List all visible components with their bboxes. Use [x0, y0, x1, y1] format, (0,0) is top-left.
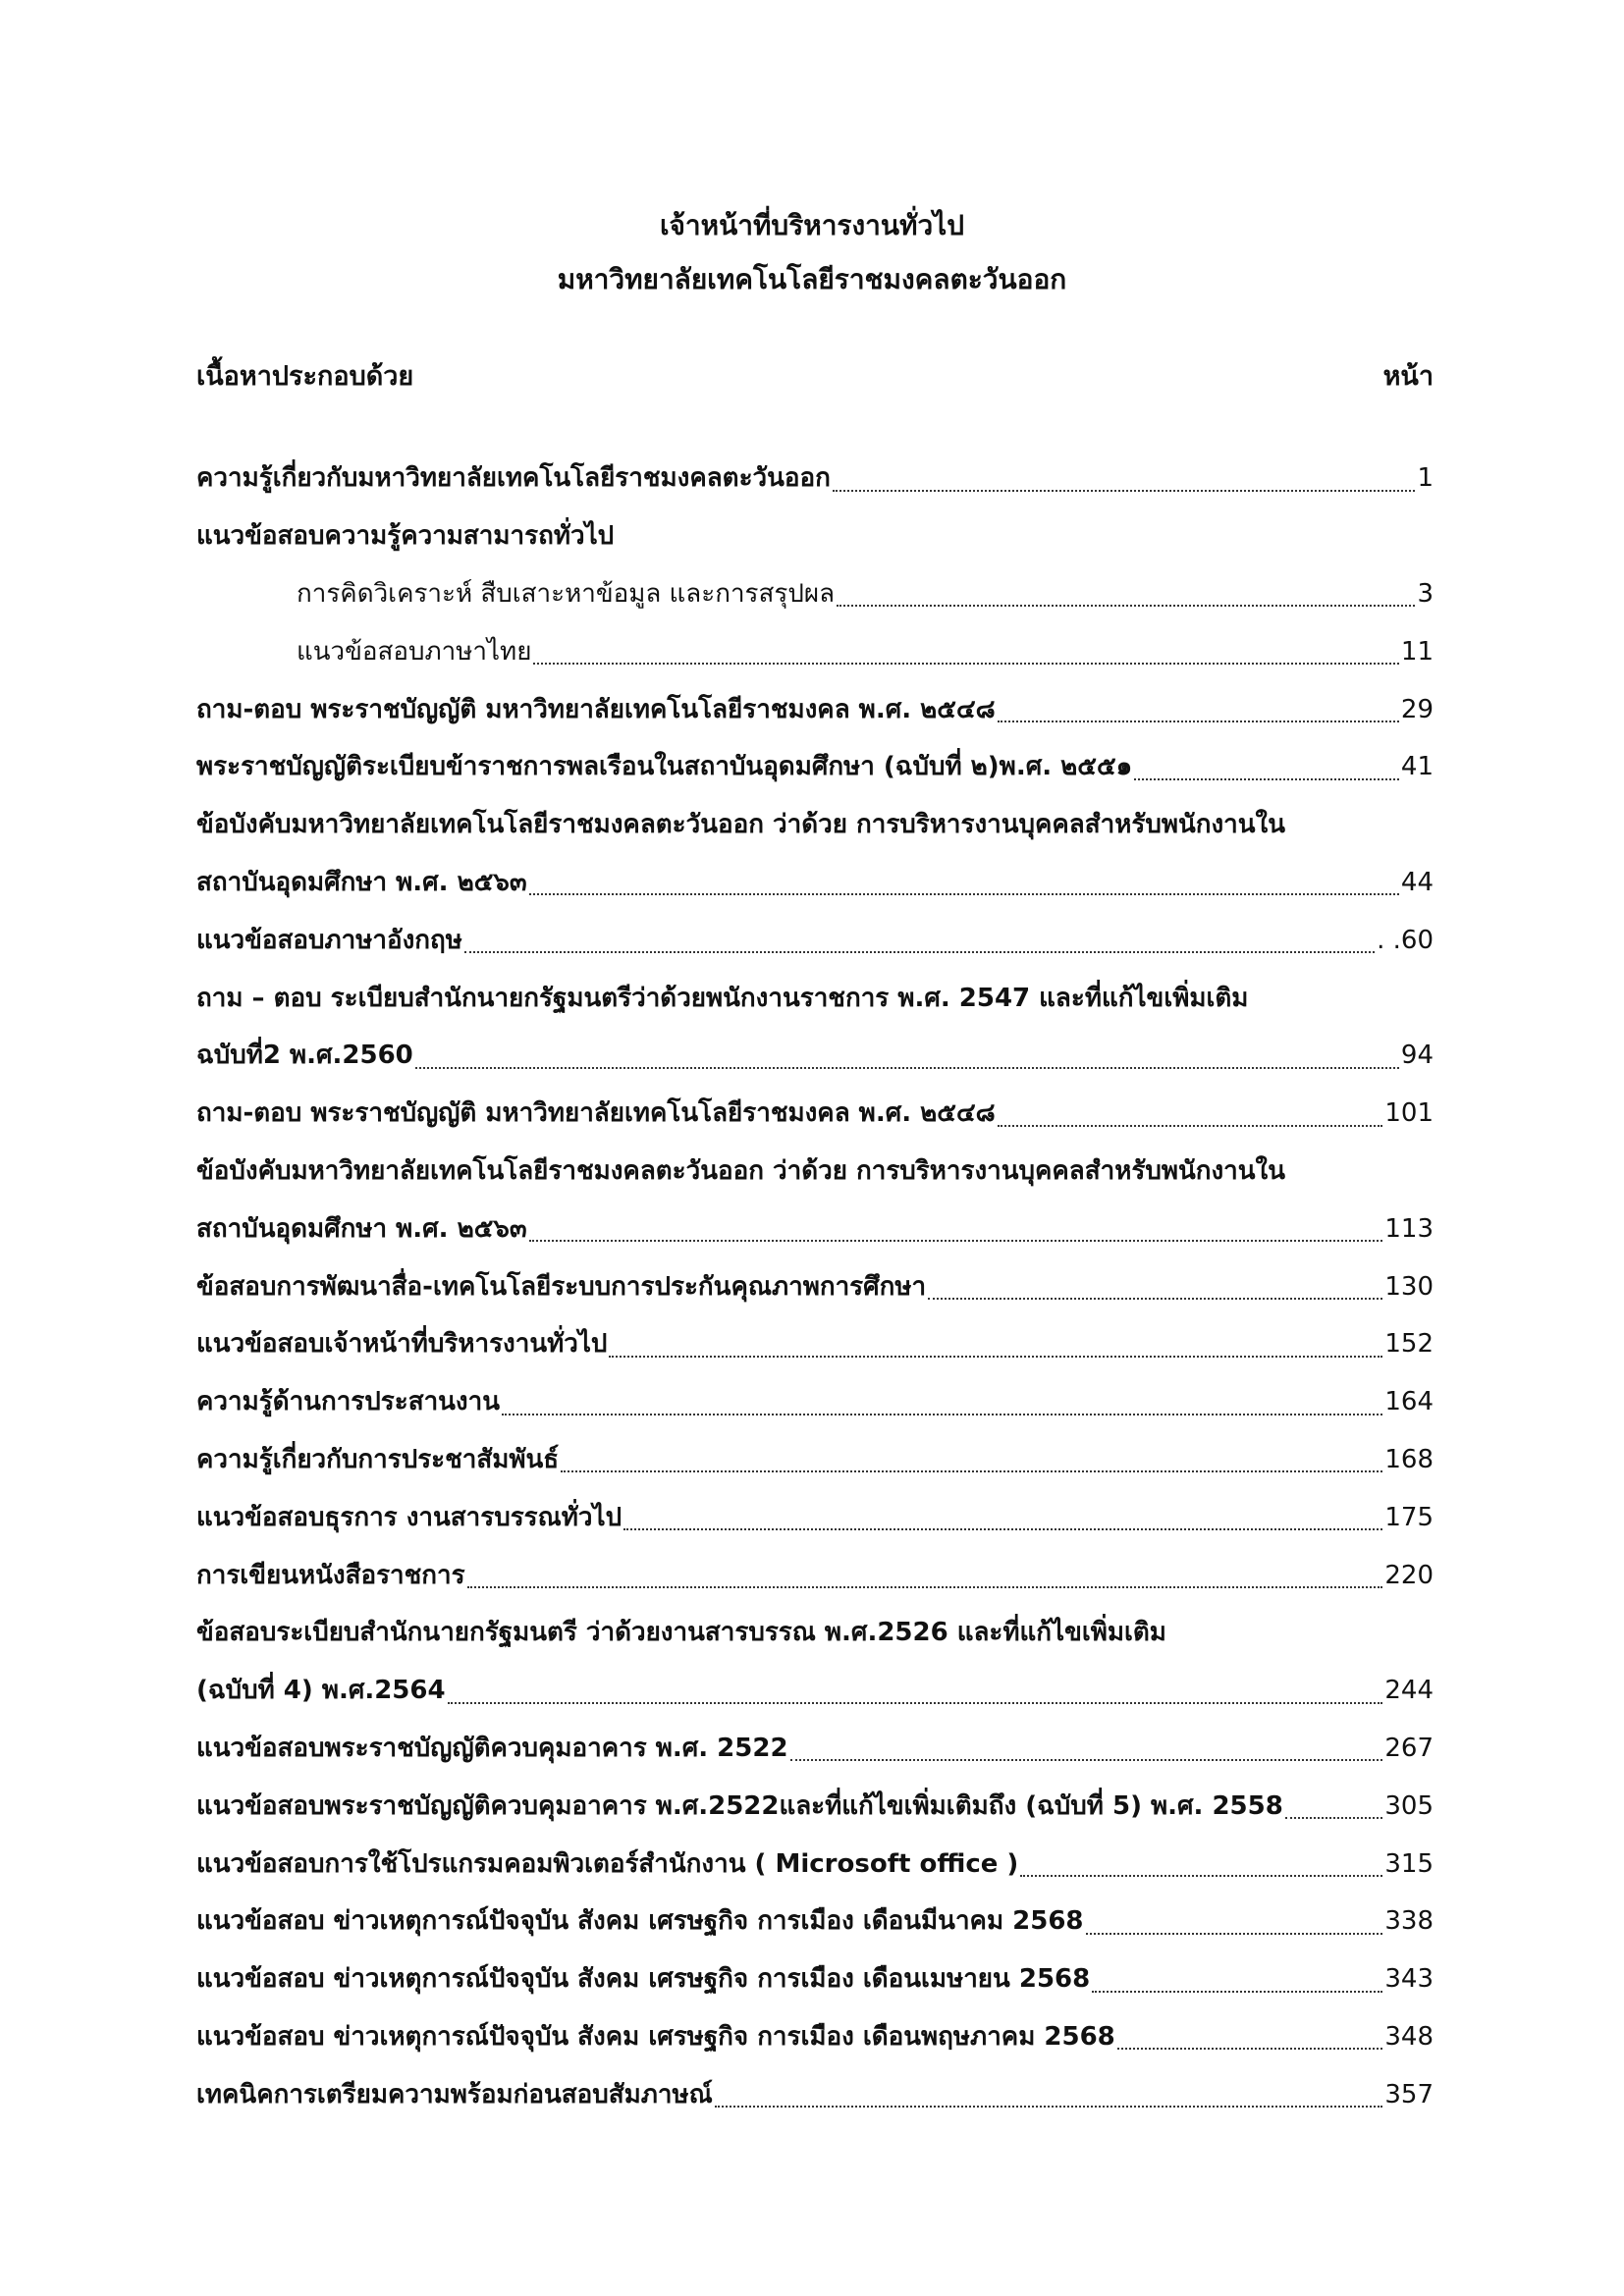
toc-entry-text: ถาม-ตอบ พระราชบัญญัติ มหาวิทยาลัยเทคโนโลยีราชมงคล พ.ศ. ๒๕๔๘	[196, 1098, 996, 1129]
toc-entry-page: 168	[1384, 1444, 1434, 1474]
toc-entry-page: 3	[1417, 578, 1434, 609]
toc-entry	[196, 854, 1434, 912]
toc-entry	[196, 2008, 1434, 2066]
toc-entry-page: 130	[1384, 1271, 1434, 1302]
dot-leader	[502, 1414, 1382, 1415]
toc-entry-text: ถาม – ตอบ ระเบียบสำนักนายกรัฐมนตรีว่าด้วยพนักงานราชการ พ.ศ. 2547 และที่แก้ไขเพิ่มเติม	[196, 983, 1249, 1013]
toc-entry-page: 244	[1384, 1676, 1434, 1706]
toc-entry	[196, 1893, 1434, 1950]
toc-entry-page: 41	[1400, 752, 1434, 782]
toc-entry-continued	[196, 969, 1434, 1027]
dot-leader	[529, 1240, 1383, 1242]
toc-entry-text: ข้อสอบระเบียบสำนักนายกรัฐมนตรี ว่าด้วยงานสารบรรณ พ.ศ.2526 และที่แก้ไขเพิ่มเติม	[196, 1618, 1166, 1648]
toc-entry	[196, 1200, 1434, 1257]
toc-entry-page: 94	[1400, 1041, 1434, 1071]
toc-entry-page: 338	[1384, 1906, 1434, 1937]
toc-entry-text: แนวข้อสอบเจ้าหน้าที่บริหารงานทั่วไป	[196, 1329, 608, 1360]
dot-leader	[1134, 778, 1399, 780]
toc-entry	[196, 1027, 1434, 1085]
contents-heading-row	[196, 355, 1434, 399]
toc-section-heading	[196, 507, 1434, 565]
dot-leader	[998, 721, 1399, 722]
toc-entry-page: 101	[1384, 1098, 1434, 1129]
toc-subentry	[196, 565, 1434, 623]
toc-entry-page: 113	[1384, 1213, 1434, 1244]
toc-entry-page: 1	[1417, 463, 1434, 494]
toc-entry-text: สถาบันอุดมศึกษา พ.ศ. ๒๕๖๓	[196, 1213, 527, 1244]
dot-leader	[1020, 1875, 1382, 1877]
page-column-heading: หน้า	[1382, 361, 1434, 392]
toc-entry-text: ถาม-ตอบ พระราชบัญญัติ มหาวิทยาลัยเทคโนโลยีราชมงคล พ.ศ. ๒๕๔๘	[196, 694, 996, 724]
toc-entry	[196, 1950, 1434, 2008]
toc-entry-page: 315	[1384, 1848, 1434, 1879]
toc-entry-text: ความรู้ด้านการประสานงาน	[196, 1387, 501, 1417]
dot-leader	[833, 490, 1416, 492]
toc-entry-text: แนวข้อสอบ ข่าวเหตุการณ์ปัจจุบัน สังคม เศรษฐกิจ การเมือง เดือนเมษายน 2568	[196, 1964, 1091, 1995]
toc-entry	[196, 1315, 1434, 1373]
toc-entry-text: แนวข้อสอบการใช้โปรแกรมคอมพิวเตอร์สำนักงาน ( Microsoft office )	[196, 1848, 1019, 1879]
toc-entry	[196, 911, 1434, 969]
toc-entry-text: ข้อสอบการพัฒนาสื่อ-เทคโนโลยีระบบการประกันคุณภาพการศึกษา	[196, 1271, 927, 1302]
toc-entry	[196, 738, 1434, 796]
dot-leader	[1285, 1817, 1383, 1819]
toc-entry-page: 348	[1384, 2021, 1434, 2052]
toc-entry	[196, 1777, 1434, 1835]
toc-entry-text: แนวข้อสอบ ข่าวเหตุการณ์ปัจจุบัน สังคม เศรษฐกิจ การเมือง เดือนพฤษภาคม 2568	[196, 2021, 1115, 2052]
dot-leader	[561, 1470, 1382, 1472]
toc-entry-page: 164	[1384, 1387, 1434, 1417]
toc-entry	[196, 1835, 1434, 1893]
dot-leader	[448, 1702, 1383, 1704]
toc-entry-text: แนวข้อสอบความรู้ความสามารถทั่วไป	[196, 521, 615, 552]
toc-entry-text: ความรู้เกี่ยวกับมหาวิทยาลัยเทคโนโลยีราชมงคลตะวันออก	[196, 463, 831, 494]
toc-entry-text: แนวข้อสอบพระราชบัญญัติควบคุมอาคาร พ.ศ.2522และที่แก้ไขเพิ่มเติมถึง (ฉบับที่ 5) พ.ศ. 2558	[196, 1790, 1283, 1821]
toc-entry-text: แนวข้อสอบภาษาอังกฤษ	[196, 925, 462, 955]
toc-entry	[196, 680, 1434, 738]
toc-entry-page: 357	[1384, 2079, 1434, 2109]
toc-entry-page: 220	[1384, 1560, 1434, 1590]
toc-entry-text: แนวข้อสอบธุรการ งานสารบรรณทั่วไป	[196, 1502, 623, 1532]
toc-entry	[196, 1085, 1434, 1143]
toc-entry	[196, 1546, 1434, 1604]
toc-entry-page: 29	[1400, 694, 1434, 724]
toc-entry-text: พระราชบัญญัติระเบียบข้าราชการพลเรือนในสถาบันอุดมศึกษา (ฉบับที่ ๒)พ.ศ. ๒๕๕๑	[196, 752, 1133, 782]
dot-leader	[609, 1356, 1382, 1358]
dot-leader	[623, 1528, 1382, 1530]
toc-entry-page: 343	[1384, 1964, 1434, 1995]
toc-entry	[196, 1720, 1434, 1778]
toc-entry-text: ความรู้เกี่ยวกับการประชาสัมพันธ์	[196, 1444, 560, 1474]
dot-leader	[415, 1067, 1399, 1069]
toc-entry-text: แนวข้อสอบพระราชบัญญัติควบคุมอาคาร พ.ศ. 2522	[196, 1733, 788, 1763]
toc-entry-page: . .60	[1377, 925, 1434, 955]
toc-entry	[196, 1373, 1434, 1431]
toc-entry-text: การเขียนหนังสือราชการ	[196, 1560, 465, 1590]
dot-leader	[467, 1586, 1383, 1588]
toc-entry-text: แนวข้อสอบภาษาไทย	[297, 636, 532, 667]
toc-entry	[196, 1431, 1434, 1489]
dot-leader	[1086, 1933, 1383, 1935]
toc-entry-page: 44	[1400, 867, 1434, 897]
dot-leader	[715, 2106, 1383, 2108]
dot-leader	[529, 893, 1399, 895]
toc-entry-text: ข้อบังคับมหาวิทยาลัยเทคโนโลยีราชมงคลตะวันออก ว่าด้วย การบริหารงานบุคคลสำหรับพนักงานใน	[196, 1155, 1286, 1186]
toc-entry-page: 11	[1400, 636, 1434, 667]
dot-leader	[928, 1298, 1382, 1300]
toc-entry	[196, 1257, 1434, 1315]
toc-entry-page: 305	[1384, 1790, 1434, 1821]
document-title: เจ้าหน้าที่บริหารงานทั่วไป	[659, 209, 965, 241]
toc-entry-text: สถาบันอุดมศึกษา พ.ศ. ๒๕๖๓	[196, 867, 527, 897]
toc-entry-text: การคิดวิเคราะห์ สืบเสาะหาข้อมูล และการสรุปผล	[297, 578, 836, 609]
dot-leader	[464, 951, 1375, 953]
dot-leader	[1117, 2048, 1383, 2050]
toc-entry-page: 175	[1384, 1502, 1434, 1532]
contents-heading: เนื้อหาประกอบด้วย	[196, 361, 414, 392]
toc-subentry	[196, 622, 1434, 680]
toc-entry-page: 267	[1384, 1733, 1434, 1763]
document-subtitle: มหาวิทยาลัยเทคโนโลยีราชมงคลตะวันออก	[557, 263, 1067, 295]
toc-entry	[196, 2065, 1434, 2123]
toc-entry	[196, 450, 1434, 507]
toc-entry-continued	[196, 796, 1434, 854]
toc-entry-text: ฉบับที่2 พ.ศ.2560	[196, 1041, 413, 1071]
toc-entry	[196, 1488, 1434, 1546]
dot-leader	[533, 663, 1398, 665]
toc-entry-continued	[196, 1143, 1434, 1201]
dot-leader	[1092, 1991, 1382, 1993]
table-of-contents	[196, 450, 1434, 2123]
toc-entry	[196, 1662, 1434, 1720]
toc-entry-page: 152	[1384, 1329, 1434, 1360]
toc-entry-text: ข้อบังคับมหาวิทยาลัยเทคโนโลยีราชมงคลตะวันออก ว่าด้วย การบริหารงานบุคคลสำหรับพนักงานใน	[196, 810, 1286, 840]
dot-leader	[790, 1759, 1383, 1761]
toc-entry-text: (ฉบับที่ 4) พ.ศ.2564	[196, 1676, 446, 1706]
toc-entry-text: เทคนิคการเตรียมความพร้อมก่อนสอบสัมภาษณ์	[196, 2079, 713, 2109]
dot-leader	[837, 605, 1415, 607]
toc-entry-continued	[196, 1604, 1434, 1662]
dot-leader	[998, 1125, 1383, 1127]
toc-entry-text: แนวข้อสอบ ข่าวเหตุการณ์ปัจจุบัน สังคม เศรษฐกิจ การเมือง เดือนมีนาคม 2568	[196, 1906, 1084, 1937]
